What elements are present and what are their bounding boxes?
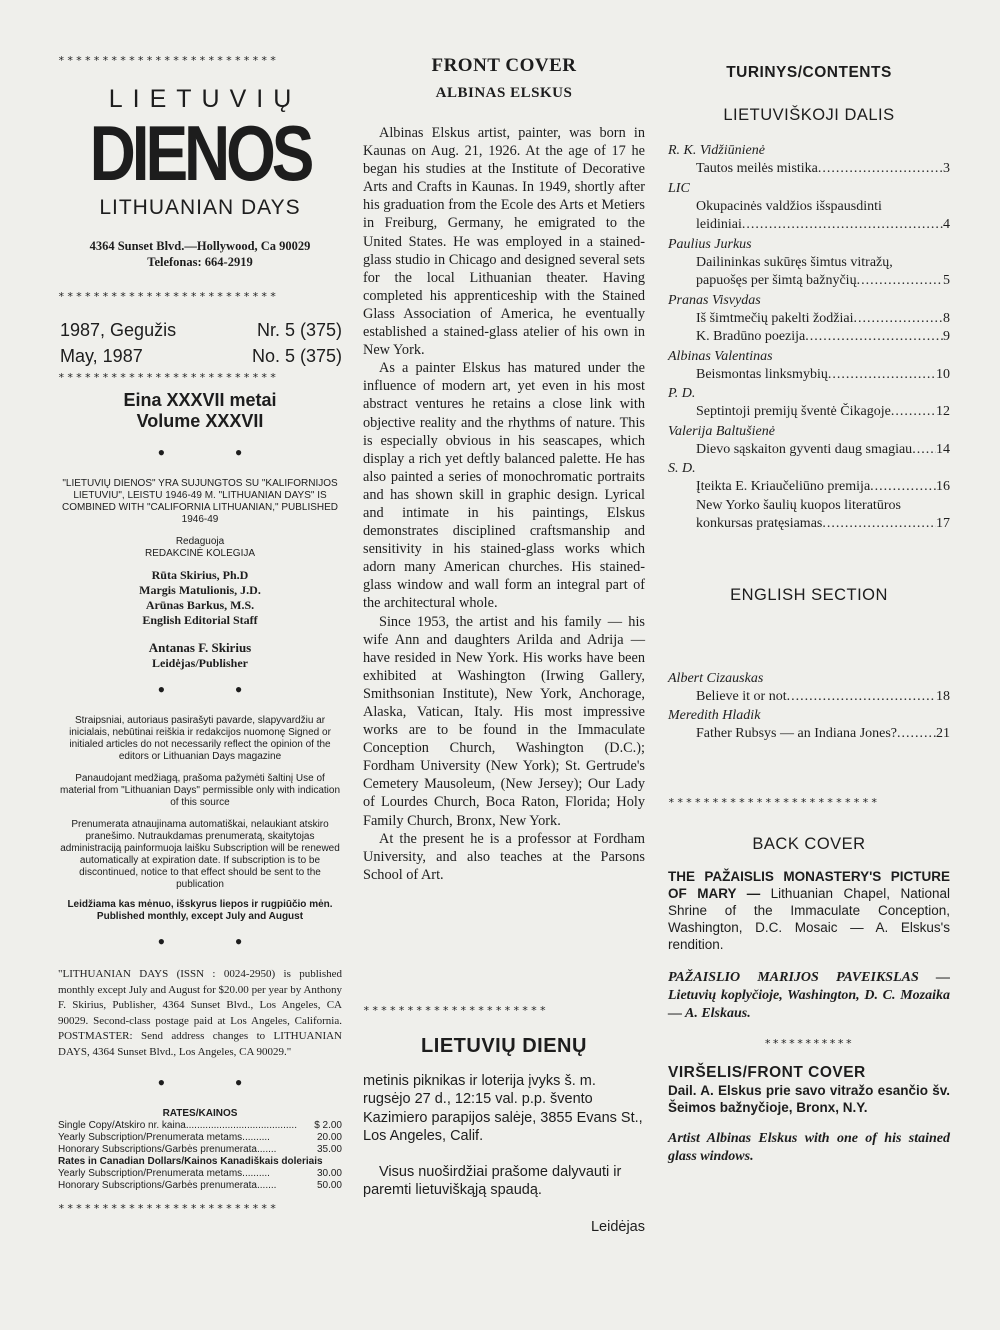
toc-leader <box>787 688 936 707</box>
rate-row <box>58 1132 342 1144</box>
volume-info <box>58 390 342 432</box>
toc-title: Įteikta E. Kriaučeliūno premija <box>696 479 871 494</box>
star-divider: *********** <box>764 1036 854 1050</box>
front-cover-column <box>363 0 645 1236</box>
toc-item <box>668 179 950 235</box>
toc-list-en <box>668 669 950 744</box>
toc-list-lt <box>668 141 950 534</box>
bullet-divider: • • <box>157 677 275 703</box>
issue-info <box>58 317 342 369</box>
toc-item <box>668 384 950 422</box>
toc-title: leidiniai <box>696 217 742 232</box>
star-divider: ************************* <box>58 290 279 304</box>
toc-author: Paulius Jurkus <box>668 236 752 252</box>
toc-title-line <box>668 441 950 460</box>
toc-page-number: 21 <box>936 726 950 741</box>
toc-title-line <box>668 366 950 385</box>
rates-title: RATES/KAINOS <box>162 1108 238 1120</box>
toc-leader <box>857 272 943 291</box>
rate-value: $ 2.00 <box>314 1120 342 1132</box>
back-cover-caption-title: THE PAŽAISLIS MONASTERY'S PICTURE OF MARY — <box>668 868 950 901</box>
masthead-column <box>58 0 342 1215</box>
toc-leader <box>870 478 936 497</box>
toc-title: New Yorko šaulių kuopos literatūros <box>696 497 901 513</box>
toc-leader <box>805 328 943 347</box>
back-cover-title: BACK COVER <box>752 834 866 853</box>
edited-by-label: Redaguoja <box>175 536 225 548</box>
front-cover-caption-title: VIRŠELIS/FRONT COVER <box>668 1063 866 1081</box>
bullet-divider: • • <box>157 1070 275 1096</box>
toc-page-number: 12 <box>936 404 950 419</box>
toc-title-line <box>668 160 950 179</box>
toc-title-line <box>668 497 950 516</box>
toc-author: Meredith Hladik <box>668 708 761 723</box>
volume-en: Volume XXXVII <box>136 411 264 432</box>
toc-title: Beismontas linksmybių <box>696 366 828 382</box>
toc-author: Pranas Visvydas <box>668 292 761 308</box>
toc-title: K. Bradūno poezija <box>696 329 806 344</box>
toc-page-number: 10 <box>936 366 950 382</box>
toc-title: Tautos meilės mistika <box>696 161 818 176</box>
issue-date-lt: 1987, Gegužis <box>60 320 177 341</box>
editorial-board: REDAKCINĖ KOLEGIJA <box>144 548 256 560</box>
promo-signature: Leidėjas <box>590 1218 645 1235</box>
rate-value: 50.00 <box>316 1180 342 1192</box>
rate-label: Single Copy/Atskiro nr. kaina........................................ <box>58 1120 297 1132</box>
publisher <box>58 640 342 671</box>
star-divider: ************************* <box>58 1202 279 1216</box>
toc-title: Father Rubsys — an Indiana Jones? <box>696 726 898 741</box>
toc-leader <box>912 441 936 460</box>
article-paragraph: As a painter Elskus has matured under the influence of modern art, yet even in his most abstract ventures he retains a close link with objective reality and the rhythms of nature. This is especially obvious in his seascapes, which display a rich yet deftly balanced palette. He has also painted a series of monochromatic portraits and has shown skill in graphic design. Lyrical and intimate in his paintings, Elskus demonstrates disciplined craftsmanship and sensitivity in his stained-glass works which adorn many American churches. His stained-glass window and wall form an integral part of the architectural whole. <box>363 360 645 612</box>
toc-leader <box>828 366 936 385</box>
address <box>58 238 342 270</box>
issue-number-lt: Nr. 5 (375) <box>256 320 342 341</box>
toc-author: Albert Cizauskas <box>668 670 764 686</box>
masthead-subtitle: LITHUANIAN DAYS <box>99 196 301 220</box>
rate-row <box>58 1120 342 1132</box>
rate-row <box>58 1144 342 1156</box>
bullet-divider: • • <box>157 929 275 955</box>
toc-page-number: 17 <box>936 516 950 531</box>
front-cover-caption-lt: Dail. A. Elskus prie savo vitražo esančio šv. Šeimos bažnyčioje, Bronx, N.Y. <box>668 1082 950 1115</box>
toc-title: Dailininkas sukūręs šimtus vitražų, <box>696 254 893 270</box>
star-divider: ************************ <box>668 795 880 809</box>
staff-name: Arūnas Barkus, M.S. <box>145 598 255 613</box>
contents-column <box>668 0 950 1166</box>
edited-by <box>58 536 342 560</box>
toc-page-number: 18 <box>936 688 950 704</box>
toc-author: Albinas Valentinas <box>668 348 773 364</box>
rate-value: 35.00 <box>316 1144 342 1156</box>
toc-page-number: 8 <box>943 310 950 326</box>
rate-row <box>58 1180 342 1192</box>
promo-title: LIETUVIŲ DIENŲ <box>421 1034 587 1057</box>
toc-leader <box>891 403 936 422</box>
promo-text: metinis piknikas ir loterija įvyks š. m. rugsėjo 27 d., 12:15 val. p.p. švento Kazimiero parapijos salėje, 3855 Evans St., Los Angeles, Calif. <box>363 1072 643 1144</box>
toc-page-number: 14 <box>936 441 950 457</box>
masthead-top: LIETUVIŲ <box>108 85 302 113</box>
toc-title-line <box>668 216 950 235</box>
toc-title: konkursas pratęsiamas <box>696 516 823 531</box>
toc-item <box>668 347 950 385</box>
issue-number-en: No. 5 (375) <box>251 346 342 367</box>
toc-leader <box>853 310 943 329</box>
front-cover-caption-en: Artist Albinas Elskus with one of his stained glass windows. <box>668 1130 950 1164</box>
toc-item <box>668 141 950 179</box>
address-line: 4364 Sunset Blvd.—Hollywood, Ca 90029 <box>89 239 311 254</box>
toc-title-line <box>668 515 950 534</box>
staff-role: English Editorial Staff <box>142 613 258 628</box>
toc-item <box>668 706 950 744</box>
toc-item <box>668 291 950 329</box>
rate-value: 30.00 <box>316 1168 342 1180</box>
article-paragraph: Albinas Elskus artist, painter, was born in Kaunas on Aug. 21, 1926. At the age of 17 he began his studies at the Institute of Decorative Arts and Crafts in Kaunas. In 1949, shortly after his graduation from the Ecole des Arts et Metiers in Freiburg, Germany, he emigrated to the United States. He was employed in a stained-glass studio in Chicago and designed several sets for the local Lithuanian theater. Having completed his apprenticeship with the Stained Glass Association of America, he eventually established a stained-glass atelier of his own in New York. <box>363 125 645 359</box>
article-paragraph: Since 1953, the artist and his family — his wife Ann and daughters Arilda and Adrija — have resided in New York. His works have been exhibited at Washington (Irwing Gallery, Smithsonian Institute), New York, Anchorage, Alaska, Vatican, Italy. His most impressive works are to be found in the Immaculate Conception Church, Washington (D.C.); Fordham University (New York); St. Gertrude's Cemetery Mausoleum, (New Jersey); Our Lady of Lourdes Church, Boca Raton, Florida; Holy Family Church, Bronx, New York. <box>363 613 645 829</box>
phone-line: Telefonas: 664-2919 <box>147 255 253 270</box>
rates-table <box>58 1108 342 1192</box>
schedule-lt: Leidžiama kas mėnuo, išskyrus liepos ir rugpiūčio mėn. <box>67 899 333 911</box>
toc-item <box>668 669 950 707</box>
rate-label: Yearly Subscription/Prenumerata metams.......... <box>58 1168 270 1180</box>
toc-author: LIC <box>668 180 690 196</box>
publication-schedule <box>58 899 342 923</box>
toc-title-line <box>668 688 950 707</box>
toc-author: Valerija Baltušienė <box>668 423 775 439</box>
article-paragraph: At the present he is a professor at Fordham University, and also teaches at the Parsons School of Art. <box>363 830 645 883</box>
toc-author: P. D. <box>668 386 696 401</box>
toc-title-line <box>668 254 950 273</box>
toc-page-number: 9 <box>943 329 950 344</box>
bullet-divider: • • <box>157 440 275 466</box>
toc-page-number: 4 <box>943 217 950 232</box>
publisher-name: Antanas F. Skirius <box>148 640 252 656</box>
en-section-title: ENGLISH SECTION <box>730 585 888 604</box>
star-divider: ********************* <box>363 1003 549 1017</box>
toc-item <box>668 459 950 497</box>
toc-title: Septintoji premijų šventė Čikagoje <box>696 404 891 419</box>
toc-item <box>668 497 950 534</box>
toc-item <box>668 422 950 460</box>
contents-title: TURINYS/CONTENTS <box>726 64 892 81</box>
toc-page-number: 3 <box>943 161 950 176</box>
back-cover-caption-lt: PAŽAISLIO MARIJOS PAVEIKSLAS — Lietuvių koplyčioje, Washington, D. C. Mozaika — A. Elskaus. <box>668 969 950 1021</box>
article-body <box>363 124 645 884</box>
toc-title-line <box>668 725 950 744</box>
promo-appeal: Visus nuoširdžiai prašome dalyvauti ir paremti lietuviškąją spaudą. <box>363 1164 622 1199</box>
rate-label: Honorary Subscriptions/Garbės prenumerata....... <box>58 1180 277 1192</box>
star-divider: ************************* <box>58 54 279 67</box>
issue-date-en: May, 1987 <box>60 346 143 367</box>
postal-note: "LITHUANIAN DAYS (ISSN : 0024-2950) is published monthly except July and August for $20.00 per year by Anthony F. Skirius, Publisher, 4364 Sunset Blvd., Los Angeles, CA 90029. Second-class postage paid at Los Angeles, California. POSTMASTER: Send address changes to LITHUANIAN DAYS, 4364 Sunset Blvd., Los Angeles, CA 90029." <box>58 968 342 1058</box>
back-cover-caption-text: Lithuanian Chapel, National Shrine of the Immaculate Conception, Washington, D.C. Mosaic — A. Elskus's rendition. <box>668 885 950 952</box>
toc-title-line <box>668 310 950 329</box>
lt-section-title: LIETUVIŠKOJI DALIS <box>723 106 895 124</box>
toc-leader <box>742 216 943 235</box>
toc-page-number: 16 <box>936 479 950 494</box>
toc-title-line <box>668 272 950 291</box>
toc-title: papuošęs per šimtą bažnyčių <box>696 273 857 288</box>
toc-title: Iš šimtmečių pakelti žodžiai <box>696 310 854 326</box>
toc-title: Okupacinės valdžios išspausdinti <box>696 198 882 214</box>
toc-page-number: 5 <box>943 273 950 288</box>
toc-title: Dievo sąskaiton gyventi daug smagiau <box>696 441 913 457</box>
toc-title-line <box>668 478 950 497</box>
rates-canadian-title: Rates in Canadian Dollars/Kainos Kanadiškais doleriais <box>58 1156 323 1168</box>
subscription-note: Prenumerata atnaujinama automatiškai, nelaukiant atskiro pranešimo. Nutraukdamas prenumeratą, skaitytojas administraciją painformuoja laišku Subscription will be renewed automatically at expiration date. If subscription is to be discontinued, notice to that effect should be sent to the publication <box>60 819 340 891</box>
schedule-en: Published monthly, except July and August <box>96 911 304 923</box>
toc-title-line <box>668 198 950 217</box>
disclaimer: Straipsniai, autoriaus pasirašyti pavarde, slapyvardžiu ar inicialais, nebūtinai reiškia ir redakcijos nuomonę Signed or initialed articles do not necessarily reflect the opinion of the editors or Lithuanian Days magazine <box>69 715 331 763</box>
use-material-note: Panaudojant medžiagą, prašoma pažymėti šaltinį Use of material from "Lithuanian Days" permissible only with indication of this source <box>60 773 340 809</box>
back-cover-caption <box>668 868 950 953</box>
toc-author: S. D. <box>668 461 696 476</box>
front-cover-title: FRONT COVER <box>431 55 577 76</box>
front-cover-subtitle: ALBINAS ELSKUS <box>435 85 573 101</box>
toc-title-line <box>668 403 950 422</box>
masthead-title: DIENOS <box>89 109 311 197</box>
rate-row <box>58 1168 342 1180</box>
volume-lt: Eina XXXVII metai <box>123 390 277 411</box>
rate-label: Honorary Subscriptions/Garbės prenumerata....... <box>58 1144 277 1156</box>
rate-label: Yearly Subscription/Prenumerata metams.......... <box>58 1132 270 1144</box>
toc-author: R. K. Vidžiūnienė <box>668 143 765 158</box>
toc-title-line <box>668 328 950 347</box>
toc-title: Believe it or not <box>696 688 787 704</box>
rate-value: 20.00 <box>316 1132 342 1144</box>
star-divider: ************************* <box>58 371 279 385</box>
combined-note: "LIETUVIŲ DIENOS" YRA SUJUNGTOS SU "KALIFORNIJOS LIETUVIU", LEISTU 1946-49 M. "LITHUANIAN DAYS" IS COMBINED WITH "CALIFORNIA LITHUANIAN," PUBLISHED 1946-49 <box>61 478 339 526</box>
toc-item <box>668 328 950 347</box>
toc-leader <box>818 160 943 179</box>
toc-leader <box>822 515 936 534</box>
toc-leader <box>897 725 936 744</box>
editorial-staff <box>58 568 342 628</box>
publisher-title: Leidėjas/Publisher <box>151 656 248 671</box>
staff-name: Margis Matulionis, J.D. <box>139 583 261 598</box>
staff-name: Rūta Skirius, Ph.D <box>151 568 249 583</box>
toc-item <box>668 235 950 291</box>
